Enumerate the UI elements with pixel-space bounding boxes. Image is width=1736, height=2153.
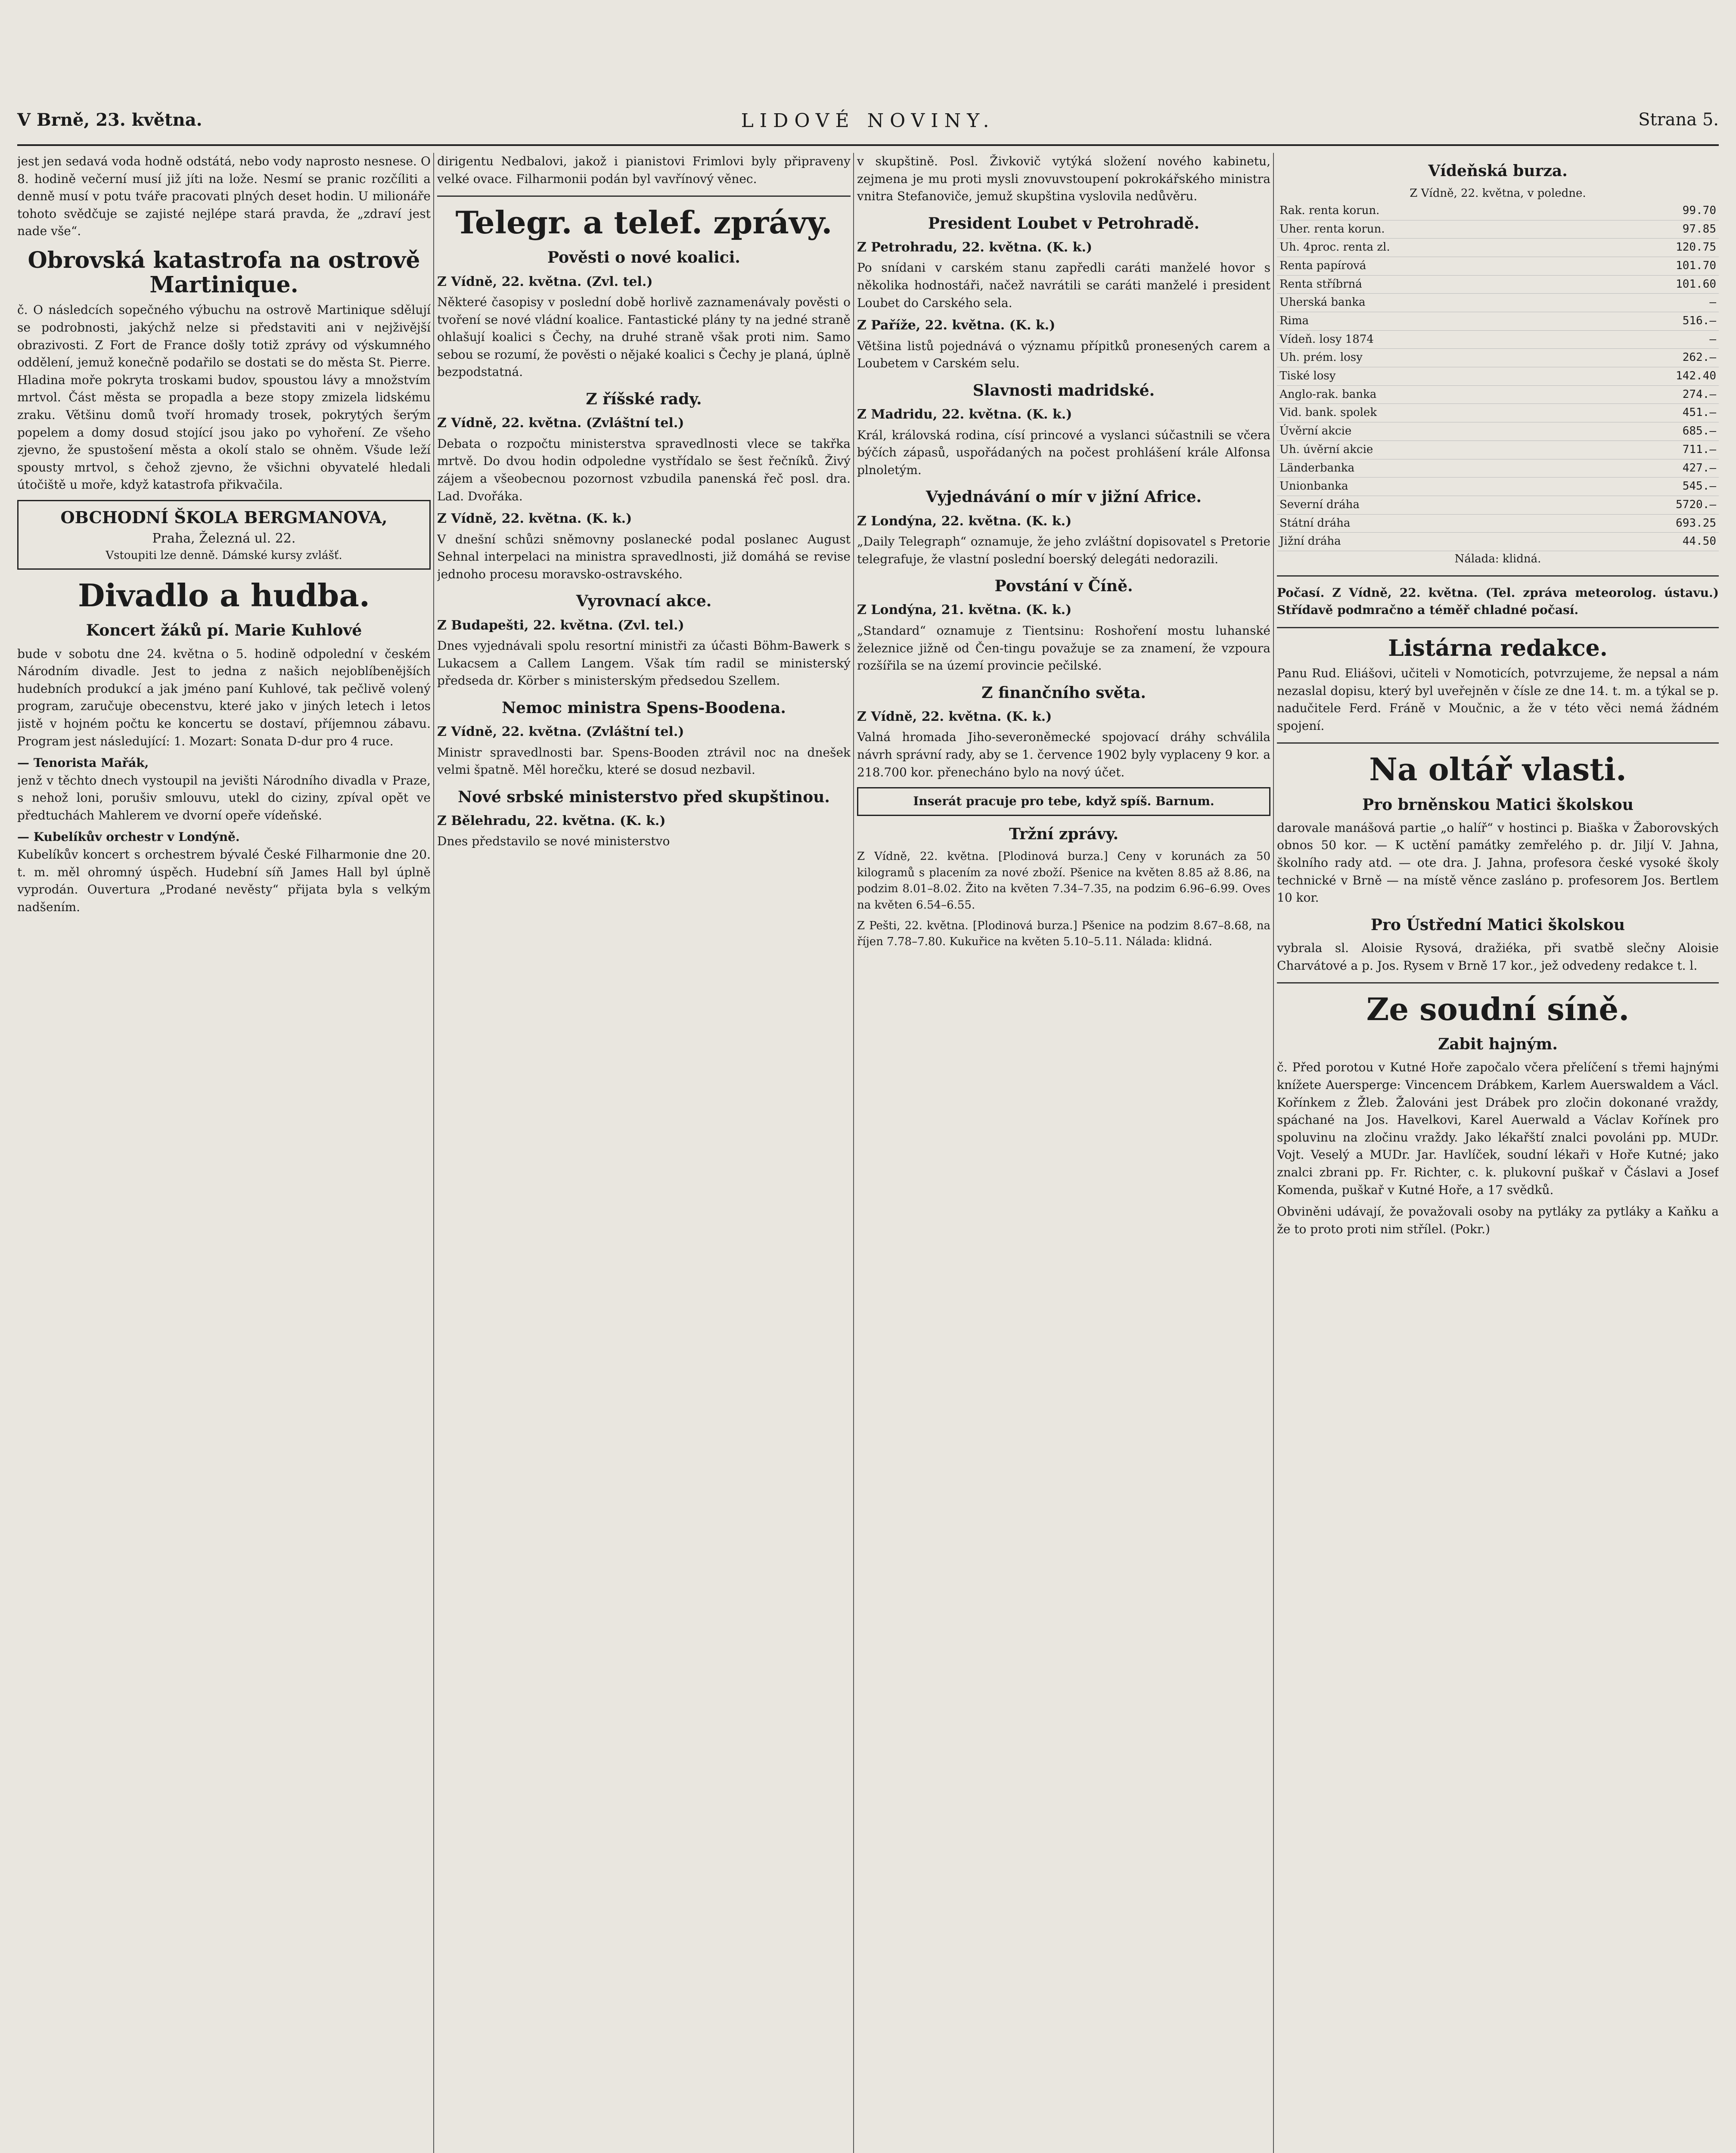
- article-body: Ministr spravedlnosti bar. Spens-Booden ztrávil noc na dnešek velmi špatně. Měl horečku, které se dosud nezbavil.: [437, 745, 851, 777]
- dateline: Z Vídně, 22. května, v poledne.: [1410, 187, 1586, 200]
- article-body: Debata o rozpočtu ministerstva spravedlnosti vlece se takřka mrtvě. Do dvou hodin odpoledne vystřídalo se šest řečníků. Živý zájem a všeobecnou pozornost vzbudila panenská řeč posl. dra. Lad. Dvořáka.: [437, 436, 851, 503]
- article-title: Slavnosti madridské.: [972, 381, 1155, 400]
- divider: [1277, 982, 1719, 983]
- article-title: Pověsti o nové koalici.: [547, 248, 740, 267]
- stock-name: Renta papírová: [1277, 257, 1594, 275]
- article-body: Kubelíkův koncert s orchestrem bývalé České Filharmonie dne 20. t. m. měl ohromný úspěch. Hudební síň James Hall byl úplně vyprodán. Ouvertura „Prodané nevěsty“ přijata byla s velkým nadšením.: [17, 847, 431, 914]
- article-body: darovale manášová partie „o halíř“ v hostinci p. Biaška v Žaborovských obnos 50 kor. — K uctění památky zemřelého p. dr. Jiljí V. Jahna, školního rady atd. — ote dra. J. Jahna, profesora české vysoké školy technické v Brně — na místě věnce zasláno p. profesorem Jos. Bertlem 10 kor.: [1277, 820, 1719, 905]
- section-title: Divadlo a hudba.: [78, 577, 370, 614]
- article-title: Vyrovnací akce.: [576, 592, 712, 611]
- column-divider: [853, 153, 854, 2153]
- table-row: [1277, 459, 1719, 478]
- table-row: [1277, 220, 1719, 239]
- stock-value: 685.—: [1594, 422, 1719, 441]
- section-title: Telegr. a telef. zprávy.: [455, 204, 832, 241]
- article-body: č. O následcích sopečného výbuchu na ostrově Martinique sdělují se podrobnosti, jakýchž nelze si představiti ani v nejživější obrazivosti. Z Fort de France došly totiž zprávy od výskumného oddělení, jemuž konečně podařilo se dostati se do města St. Pierre. Hladina moře pokryta troskami budov, spoustou lávy a množstvím mrtvol. Část města se propadla a beze stopy zmizela lidskému zraku. Většinu domů tvoří hromady trosek, pokrytých šerým popelem a domy dosud stojící jsou jako po vyhoření. Ze všeho zjevno, že spustošení města a okolí stalo se ohněm. Všude leží spousty mrtvol, s čehož zjevno, že všichni obyvatelé hledali útočiště u moře, když katastrofa přikvačila.: [17, 303, 431, 492]
- column-divider: [433, 153, 434, 2153]
- table-row: [1277, 330, 1719, 349]
- stock-name: Uh. 4proc. renta zl.: [1277, 239, 1594, 257]
- table-row: [1277, 275, 1719, 294]
- stock-table: [1277, 202, 1719, 551]
- stock-name: Státní dráha: [1277, 514, 1594, 533]
- divider: [1277, 627, 1719, 628]
- table-row: [1277, 533, 1719, 551]
- stock-name: Anglo-rak. banka: [1277, 385, 1594, 404]
- article-title: Z finančního světa.: [981, 683, 1146, 702]
- stock-value: 99.70: [1594, 202, 1719, 220]
- table-row: [1277, 441, 1719, 459]
- dateline: Z Budapešti, 22. května. (Zvl. tel.): [437, 617, 684, 633]
- table-row: [1277, 294, 1719, 312]
- table-row: [1277, 349, 1719, 367]
- stock-value: 262.—: [1594, 349, 1719, 367]
- article-subtitle: Pro brněnskou Matici školskou: [1362, 795, 1634, 814]
- table-row: [1277, 202, 1719, 220]
- article-title: Povstání v Číně.: [994, 577, 1133, 596]
- article-body: Valná hromada Jiho-severoněmecké spojovací dráhy schválila návrh správní rady, aby se 1. července 1902 byly vyplaceny 9 kor. a 218.700 kor. přenecháno bylo na nový účet.: [857, 730, 1270, 779]
- stock-value: 101.60: [1594, 275, 1719, 294]
- article-title: — Kubelíkův orchestr v Londýně.: [17, 830, 240, 844]
- article-title: President Loubet v Petrohradě.: [928, 214, 1200, 233]
- stock-value: 97.85: [1594, 220, 1719, 239]
- article-title: — Tenorista Mařák,: [17, 756, 149, 770]
- dateline: Z Madridu, 22. května. (K. k.): [857, 407, 1072, 422]
- article-body: V dnešní schůzi sněmovny poslanecké podal poslanec August Sehnal interpelaci na ministra spravedlnosti, již domáhá se revise jednoho procesu moravsko-ostravského.: [437, 532, 851, 581]
- stock-name: Úvěrní akcie: [1277, 422, 1594, 441]
- ad-note: Vstoupiti lze denně. Dámské kursy zvlášť.: [106, 549, 342, 562]
- table-row: [1277, 422, 1719, 441]
- dateline: Z Bělehradu, 22. května. (K. k.): [437, 813, 666, 828]
- stock-value: —: [1594, 294, 1719, 312]
- stock-name: Tiské losy: [1277, 367, 1594, 386]
- section-title: Tržní zprávy.: [1009, 825, 1119, 843]
- stock-name: Länderbanka: [1277, 459, 1594, 478]
- stock-name: Vid. bank. spolek: [1277, 404, 1594, 422]
- stock-name: Uherská banka: [1277, 294, 1594, 312]
- article-body: Dnes vyjednávali spolu resortní ministři za účasti Böhm-Bawerk s Lukacsem a Callem Langem. Však tím radil se ministerský předseda dr. Körber s ministerským předsedou Szellem.: [437, 639, 851, 688]
- article-body: „Standard“ oznamuje z Tientsinu: Roshoření mostu luhanské železnice jižně od Čen-tingu považuje se za znamení, že vzpoura rozšířila se na území provincie pečilské.: [857, 623, 1270, 673]
- stock-value: 44.50: [1594, 533, 1719, 551]
- table-row: [1277, 404, 1719, 422]
- market-report: Z Pešti, 22. května. [Plodinová burza.] Pšenice na podzim 8.67–8.68, na říjen 7.78–7.80. Kukuřice na květen 5.10–5.11. Nálada: klidná.: [857, 919, 1270, 949]
- newspaper-title: LIDOVÉ NOVINY.: [741, 110, 995, 132]
- article-body: Většina listů pojednává o významu přípitků pronesených carem a Loubetem v Carském selu.: [857, 338, 1270, 371]
- dateline: Z Vídně, 22. května. (Zvl. tel.): [437, 274, 653, 289]
- article-title: Z říšské rady.: [586, 390, 702, 409]
- divider: [1277, 742, 1719, 744]
- divider: [1277, 575, 1719, 577]
- column-divider: [1273, 153, 1274, 2153]
- stock-name: Uh. úvěrní akcie: [1277, 441, 1594, 459]
- divider: [437, 195, 851, 197]
- dateline: Z Londýna, 22. května. (K. k.): [857, 513, 1072, 529]
- stock-value: 142.40: [1594, 367, 1719, 386]
- stock-value: 451.—: [1594, 404, 1719, 422]
- article-body: Panu Rud. Eliášovi, učiteli v Nomoticích, potvrzujeme, že nepsal a nám nezaslal dopisu, který byl uveřejněn v čísle ze dne 14. t. m. a týkal se p. nadučitele Ferd. Fráně v Moučnic, a že v této věci nemá žádném spojení.: [1277, 666, 1719, 733]
- ad-address: Praha, Železná ul. 22.: [152, 530, 296, 546]
- stock-name: Renta stříbrná: [1277, 275, 1594, 294]
- article-title: Vyjednávání o mír v jižní Africe.: [925, 488, 1202, 506]
- column-4: [1277, 153, 1719, 2153]
- stock-name: Uh. prém. losy: [1277, 349, 1594, 367]
- stock-value: 101.70: [1594, 257, 1719, 275]
- section-title: Ze soudní síně.: [1366, 991, 1630, 1028]
- dateline: Z Vídně, 22. května. (K. k.): [857, 709, 1052, 724]
- stock-value: —: [1594, 330, 1719, 349]
- table-row: [1277, 496, 1719, 514]
- article-body: vybrala sl. Aloisie Rysová, dražiéka, při svatbě slečny Aloisie Charvátové a p. Jos. Rysem v Brně 17 kor., jež odvedeny redakce t. l.: [1277, 940, 1719, 973]
- article-body: Král, královská rodina, císí princové a vyslanci súčastnili se včera býčích zápasů, uspořádaných na počest prohlášení krále Alfonsa plnoletým.: [857, 428, 1270, 477]
- stock-value: 5720.—: [1594, 496, 1719, 514]
- article-subtitle: Zabit hajným.: [1438, 1035, 1558, 1054]
- market-note: Nálada: klidná.: [1454, 552, 1541, 565]
- article-subtitle: Koncert žáků pí. Marie Kuhlové: [86, 621, 362, 640]
- table-row: [1277, 239, 1719, 257]
- article-title: Obrovská katastrofa na ostrově Martinique.: [28, 247, 420, 298]
- stock-name: Uher. renta korun.: [1277, 220, 1594, 239]
- dateline: Z Vídně, 22. května. (K. k.): [437, 511, 632, 527]
- intro-paragraph: dirigentu Nedbalovi, jakož i pianistovi Frimlovi byly připraveny velké ovace. Filharmonii podán byl vavřínový věnec.: [437, 154, 851, 186]
- table-row: [1277, 367, 1719, 386]
- section-title: Vídeňská burza.: [1428, 162, 1568, 180]
- page-number: Strana 5.: [1638, 110, 1719, 130]
- article-body: Některé časopisy v poslední době horlivě zaznamenávaly pověsti o tvoření se nové vládní koalice. Fantastické plány ty na jedné straně ohlašují koalici s Čechy, na druhé straně však proti nim. Samo sebou se rozumí, že pověsti o nějaké koalici s Čechy je planá, úplně bezpodstatná.: [437, 295, 851, 379]
- dateline: Z Londýna, 21. května. (K. k.): [857, 602, 1072, 618]
- table-row: [1277, 312, 1719, 331]
- article-subtitle: Pro Ústřední Matici školskou: [1370, 915, 1625, 934]
- stock-value: 711.—: [1594, 441, 1719, 459]
- article-title: Nemoc ministra Spens-Boodena.: [502, 698, 786, 717]
- advertisement: Inserát pracuje pro tebe, když spíš. Barnum.: [857, 787, 1270, 816]
- stock-value: 427.—: [1594, 459, 1719, 478]
- header-date: V Brně, 23. května.: [17, 110, 202, 130]
- column-2: [437, 153, 851, 2153]
- advertisement: [17, 500, 431, 570]
- article-title: Nové srbské ministerstvo před skupštinou.: [458, 788, 830, 806]
- stock-value: 693.25: [1594, 514, 1719, 533]
- dateline: Z Petrohradu, 22. května. (K. k.): [857, 239, 1093, 255]
- article-body: Po snídani v carském stanu zapředli caráti manželé hovor s několika hodnostáři, načež navrátili se caráti manželé i president Loubet do Carského sela.: [857, 261, 1270, 310]
- market-report: Z Vídně, 22. května. [Plodinová burza.] Ceny v korunách za 50 kilogramů s placením za nové zboží. Pšenice na květen 8.85 až 8.86, na podzim 8.01–8.02. Žito na květen 7.34–7.35, na podzim 6.96–6.99. Oves na květen 6.54–6.55.: [857, 850, 1270, 912]
- header-rule: [17, 144, 1719, 146]
- column-1: [17, 153, 431, 2153]
- article-body: Dnes představilo se nové ministerstvo: [437, 834, 670, 849]
- intro-paragraph: jest jen sedavá voda hodně odstátá, nebo vody naprosto nesnese. O 8. hodině večerní musí již jíti na lože. Nesmí se pranic rozčíliti a denně musí v potu tváře pracovati plných deset hodin. U milionáře tohoto svědčuje se zajisté nejlépe stará pravda, že „zdraví jest nade vše“.: [17, 154, 431, 239]
- column-3: [857, 153, 1270, 2153]
- article-body: jenž v těchto dnech vystoupil na jevišti Národního divadla v Praze, s nehož loni, porušiv smlouvu, utekl do ciziny, zpíval opět ve předtuchách Mahlerem ve dvorní opeře vídeňské.: [17, 773, 431, 822]
- dateline: Z Paříže, 22. května. (K. k.): [857, 318, 1056, 333]
- stock-value: 545.—: [1594, 478, 1719, 496]
- dateline: Z Vídně, 22. května. (Zvláštní tel.): [437, 416, 684, 431]
- stock-name: Rak. renta korun.: [1277, 202, 1594, 220]
- intro-paragraph: v skupštině. Posl. Živkovič vytýká složení nového kabinetu, zejmena je mu proti mysli znovuvstoupení pokrokářského ministra vnitra Stefanoviče, jemuž skupština vyslovila nedůvěru.: [857, 154, 1270, 204]
- article-body: Obviněni udávají, že považovali osoby na pytláky za pytláky a Kaňku a že to proto proti nim střílel. (Pokr.): [1277, 1204, 1719, 1236]
- stock-name: Vídeň. losy 1874: [1277, 330, 1594, 349]
- stock-value: 274.—: [1594, 385, 1719, 404]
- table-row: [1277, 478, 1719, 496]
- ad-title: OBCHODNÍ ŠKOLA BERGMANOVA,: [60, 507, 388, 527]
- weather-report: Počasí. Z Vídně, 22. května. (Tel. zpráva meteorolog. ústavu.) Střídavě podmračno a téměř chladné počasí.: [1277, 585, 1719, 617]
- stock-name: Severní dráha: [1277, 496, 1594, 514]
- stock-name: Unionbanka: [1277, 478, 1594, 496]
- article-body: „Daily Telegraph“ oznamuje, že jeho zvláštní dopisovatel s Pretorie telegrafuje, že vlastní poslední boerský delegáti nedorazili.: [857, 534, 1270, 566]
- stock-name: Rima: [1277, 312, 1594, 331]
- stock-name: Jižní dráha: [1277, 533, 1594, 551]
- table-row: [1277, 385, 1719, 404]
- page-header: [17, 110, 1719, 140]
- section-title: Na oltář vlasti.: [1369, 751, 1627, 788]
- section-title: Listárna redakce.: [1388, 635, 1608, 661]
- table-row: [1277, 514, 1719, 533]
- stock-value: 120.75: [1594, 239, 1719, 257]
- stock-value: 516.—: [1594, 312, 1719, 331]
- table-row: [1277, 257, 1719, 275]
- dateline: Z Vídně, 22. května. (Zvláštní tel.): [437, 724, 684, 740]
- article-body: bude v sobotu dne 24. května o 5. hodině odpolední v českém Národním divadle. Jest to jedna z našich nejoblíbenějších hudebních produkcí a jak jméno paní Kuhlové, tak pečlivě volený program, zaručuje obecenstvu, které jako v jiných letech i letos jistě v hojném počtu ke koncertu se dostaví, příjemnou zábavu. Program jest následující: 1. Mozart: Sonata D-dur pro 4 ruce.: [17, 646, 431, 748]
- article-body: č. Před porotou v Kutné Hoře započalo včera přelíčení s třemi hajnými knížete Auersperge: Vincencem Drábkem, Karlem Auerswaldem a Václ. Kořínkem z Žleb. Žalováni jest Drábek pro zločin dokonané vraždy, spáchané na Jos. Havelkovi, Karel Auerwald a Václav Kořínek pro spoluvinu na zločinu vraždy. Jako lékařští znalci povoláni pp. MUDr. Vojt. Veselý a MUDr. Jar. Havlíček, soudní lékaři v Hoře Kutné; jako znalci zbrani pp. Fr. Richter, c. k. plukovní puškař v Čáslavi a Josef Komenda, puškař v Kutné Hoře, a 17 svědků.: [1277, 1060, 1719, 1197]
